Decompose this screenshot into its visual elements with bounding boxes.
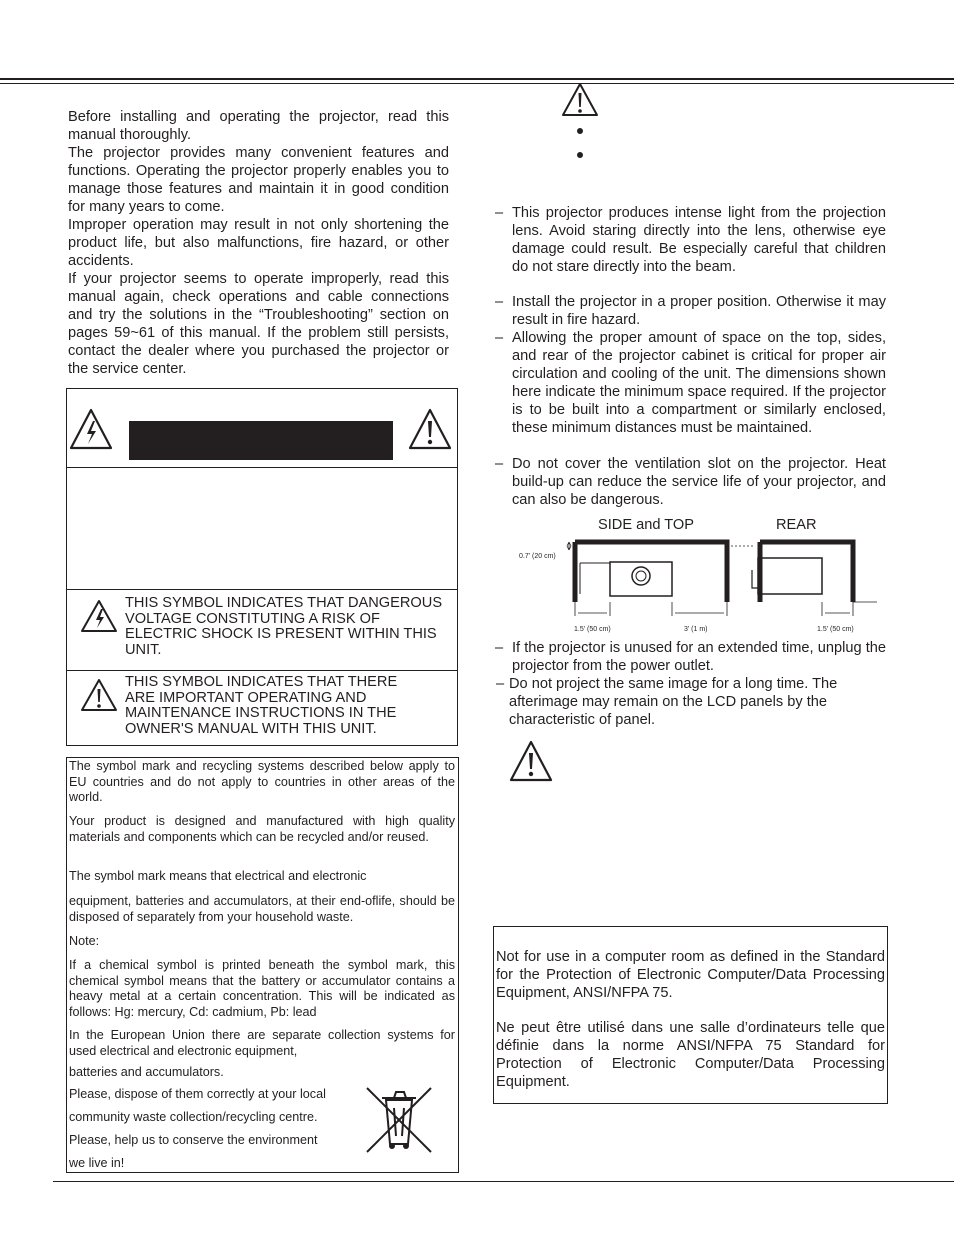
dash-marker: – <box>495 294 504 310</box>
header-rule-thin <box>0 83 954 84</box>
safety-item-text: Do not cover the ventilation slot on the projector. Heat build-up can reduce the service life of your projector, and can also be dangerous. <box>512 456 886 508</box>
dash-marker: – <box>495 640 504 656</box>
dash-marker: – <box>496 676 505 692</box>
safety-item <box>495 204 886 276</box>
crossed-bin-icon <box>364 1086 434 1154</box>
side-top-label: SIDE and TOP <box>598 517 694 533</box>
instructions-symbol-text: THIS SYMBOL INDICATES THAT THERE ARE IMPORTANT OPERATING AND MAINTENANCE INSTRUCTIONS IN THE OWNER'S MANUAL WITH THIS UNIT. <box>125 674 398 737</box>
rear-clearance-label: 1.5' (50 cm) <box>817 626 854 633</box>
footer-rule <box>53 1181 954 1182</box>
recycling-paragraph: we live in! <box>69 1156 125 1170</box>
bullet-icon <box>576 127 584 135</box>
safety-item <box>495 639 886 675</box>
safety-item-text: Install the projector in a proper position. Otherwise it may result in fire hazard. <box>512 294 886 328</box>
safety-item <box>495 329 886 437</box>
safety-item <box>495 455 886 509</box>
lightning-triangle-icon <box>68 407 114 451</box>
intro-text <box>68 108 449 378</box>
intro-paragraph: Before installing and operating the projector, read this manual thoroughly. <box>68 109 449 143</box>
intro-paragraph: If your projector seems to operate improperly, read this manual again, check operations and cable connections and try the solutions in the “Troubleshooting” section on pages 59~61 of this manual. If the problem still persists, contact the dealer where you purchased the projector or the service center. <box>68 271 449 377</box>
divider <box>67 670 457 671</box>
note-english: Not for use in a computer room as defined in the Standard for the Protection of Electronic Computer/Data Processing Equipment, ANSI/NFPA 75. <box>496 949 885 1001</box>
recycling-paragraph: In the European Union there are separate collection systems for used electrical and electronic equipment, <box>69 1028 455 1058</box>
clearance-diagram <box>515 536 880 636</box>
recycling-paragraph: equipment, batteries and accumulators, at their end-oflife, should be disposed of separately from your household waste. <box>69 894 455 924</box>
recycling-paragraph: If a chemical symbol is printed beneath the symbol mark, this chemical symbol means that the battery or accumulator contains a heavy metal at a certain concentration. This will be indicated as follows: Hg: mercury, Cd: cadmium, Pb: lead <box>69 958 455 1020</box>
bullet-icon <box>576 151 584 159</box>
caution-triangle-icon <box>508 739 554 783</box>
warning-title-bar <box>129 421 393 460</box>
caution-triangle-icon <box>80 678 118 712</box>
safety-item <box>496 675 869 729</box>
safety-item-text: Allowing the proper amount of space on the top, sides, and rear of the projector cabinet is critical for proper air circulation and cooling of the unit. The dimensions shown here indicate the minimum space required. If the projector is to be built into a compartment or similarly enclosed, these minimum distances must be maintained. <box>512 330 886 436</box>
note-french: Ne peut être utilisé dans une salle d’ordinateurs telle que définie dans la norme ANSI/NFPA 75 Standard for Protection of Electronic Computer/Data Processing Equipment. <box>496 1020 885 1090</box>
shock-symbol-text: THIS SYMBOL INDICATES THAT DANGEROUS VOLTAGE CONSTITUTING A RISK OF ELECTRIC SHOCK IS PRESENT WITHIN THIS UNIT. <box>125 595 443 658</box>
safety-item <box>495 293 886 329</box>
dash-marker: – <box>495 205 504 221</box>
recycling-paragraph: community waste collection/recycling centre. <box>69 1110 318 1124</box>
dash-marker: – <box>495 330 504 346</box>
recycling-paragraph: The symbol mark and recycling systems described below apply to EU countries and do not apply to countries in other areas of the world. <box>69 759 455 805</box>
lightning-triangle-icon <box>80 599 118 633</box>
recycling-paragraph: Please, help us to conserve the environment <box>69 1133 318 1147</box>
divider <box>67 467 457 468</box>
side-clearance-label: 1.5' (50 cm) <box>574 626 611 633</box>
recycling-paragraph: Your product is designed and manufactured with high quality materials and components which can be recycled and/or reused. <box>69 814 455 844</box>
safety-item-text: Do not project the same image for a long time. The afterimage may remain on the LCD panels by the characteristic of panel. <box>509 676 838 728</box>
top-clearance-label: 0.7' (20 cm) <box>519 553 556 560</box>
computer-room-note <box>493 926 888 1104</box>
caution-triangle-icon <box>561 82 599 118</box>
front-clearance-label: 3' (1 m) <box>684 626 708 633</box>
rear-label: REAR <box>776 517 817 533</box>
recycling-paragraph: Note: <box>69 934 100 948</box>
safety-item-text: This projector produces intense light from the projection lens. Avoid staring directly into the lens, otherwise eye damage could result. Be especially careful that children do not stare directly into the beam. <box>512 205 886 275</box>
intro-paragraph: Improper operation may result in not only shortening the product life, but also malfunctions, fire hazard, or other accidents. <box>68 217 449 269</box>
recycling-box <box>66 757 459 1173</box>
safety-item-text: If the projector is unused for an extended time, unplug the projector from the power outlet. <box>512 640 886 674</box>
recycling-paragraph: Please, dispose of them correctly at your local <box>69 1087 326 1101</box>
recycling-paragraph: The symbol mark means that electrical and electronic <box>69 869 367 883</box>
divider <box>67 589 457 590</box>
dash-marker: – <box>495 456 504 472</box>
caution-triangle-icon <box>407 407 453 451</box>
recycling-paragraph: batteries and accumulators. <box>69 1065 224 1079</box>
header-rule <box>0 78 954 80</box>
warning-box <box>66 388 458 746</box>
intro-paragraph: The projector provides many convenient features and functions. Operating the projector properly enables you to manage those features and maintain it in good condition for many years to come. <box>68 145 449 215</box>
